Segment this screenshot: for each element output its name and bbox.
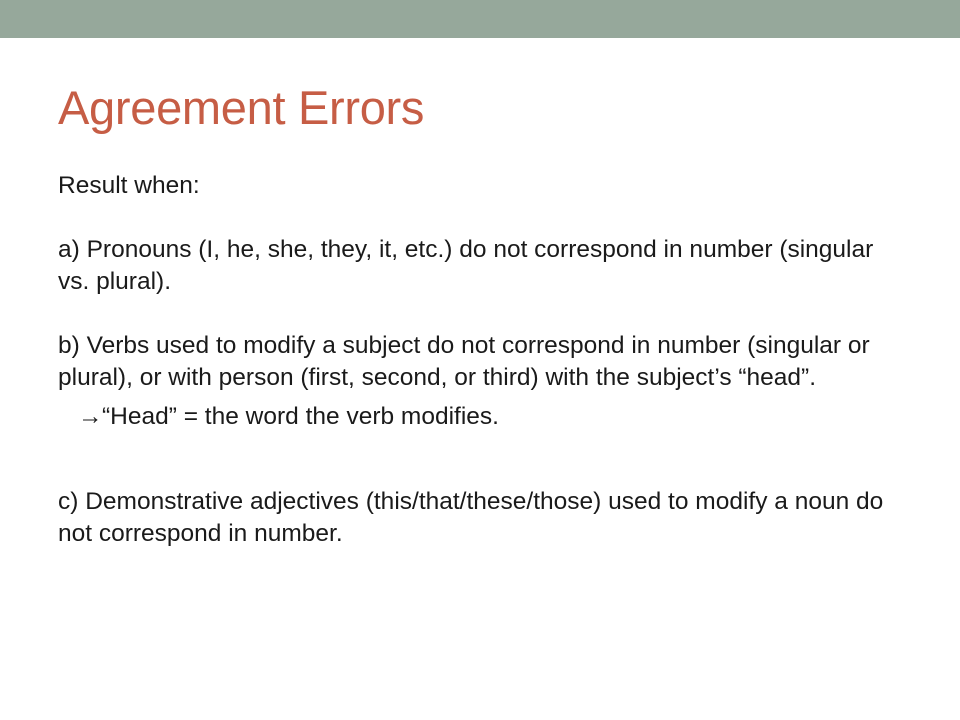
right-arrow-icon: → bbox=[78, 403, 103, 430]
head-definition-text: “Head” = the word the verb modifies. bbox=[102, 403, 499, 430]
point-c: c) Demonstrative adjectives (this/that/these/those) used to modify a noun do not correspond in number. bbox=[58, 488, 884, 547]
point-a: a) Pronouns (I, he, she, they, it, etc.) do not correspond in number (singular vs. plural). bbox=[58, 236, 874, 295]
top-accent-bar bbox=[0, 0, 960, 38]
point-b: b) Verbs used to modify a subject do not correspond in number (singular or plural), or with person (first, second, or third) with the subject’s “head”. bbox=[58, 332, 870, 391]
head-definition-note bbox=[58, 401, 908, 433]
slide-body bbox=[58, 170, 908, 550]
intro-text: Result when: bbox=[58, 172, 200, 199]
slide-title: Agreement Errors bbox=[58, 81, 425, 134]
